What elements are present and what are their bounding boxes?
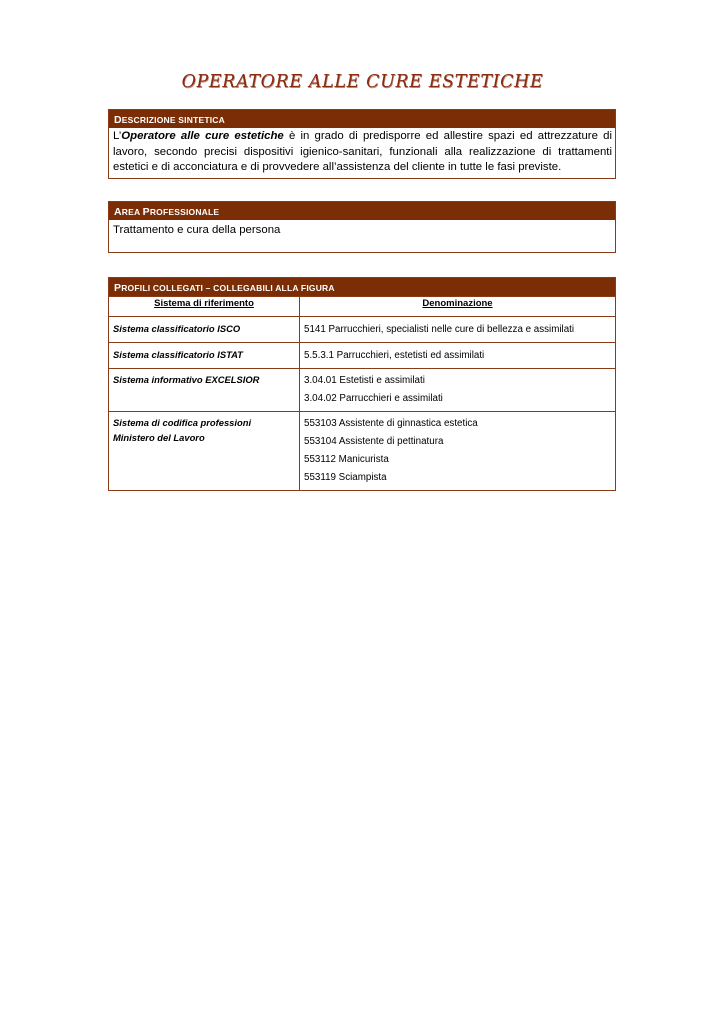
header-text: REA	[121, 207, 143, 217]
sistema-cell: Sistema informativo EXCELSIOR	[109, 369, 300, 412]
profili-header	[109, 278, 615, 296]
denominazione-item: 553103 Assistente di ginnastica estetica	[304, 418, 478, 429]
descrizione-text	[109, 128, 615, 178]
profili-table	[109, 296, 615, 490]
col-sistema-header: Sistema di riferimento	[109, 297, 300, 317]
table-row	[109, 343, 615, 369]
table-row	[109, 412, 615, 491]
descrizione-box	[108, 109, 616, 179]
denominazione-item: 3.04.01 Estetisti e assimilati	[304, 375, 425, 386]
page-title: OPERATORE ALLE CURE ESTETICHE	[181, 72, 544, 92]
area-value: Trattamento e cura della persona	[113, 224, 281, 236]
table-row	[109, 369, 615, 412]
denominazione-cell	[300, 317, 616, 343]
descrizione-prefix: L’	[113, 130, 122, 142]
header-text: ROFILI COLLEGATI – COLLEGABILI ALLA FIGURA	[121, 283, 335, 293]
descrizione-emphasis: Operatore alle cure estetiche	[121, 130, 284, 142]
header-initial: P	[114, 282, 122, 294]
header-text: ESCRIZIONE SINTETICA	[121, 115, 225, 125]
denominazione-item: 3.04.02 Parrucchieri e assimilati	[304, 393, 443, 404]
denominazione-item: 553104 Assistente di pettinatura	[304, 436, 444, 447]
table-row	[109, 317, 615, 343]
sistema-cell: Sistema classificatorio ISTAT	[109, 343, 300, 369]
area-box	[108, 201, 616, 253]
denominazione-cell	[300, 369, 616, 412]
sistema-cell: Sistema classificatorio ISCO	[109, 317, 300, 343]
profili-box	[108, 277, 616, 491]
denominazione-item: 5141 Parrucchieri, specialisti nelle cure di bellezza e assimilati	[304, 324, 575, 335]
col-denominazione-header: Denominazione	[300, 297, 616, 317]
sistema-cell: Sistema di codifica professioni Ministero del Lavoro	[109, 412, 300, 491]
denominazione-item: 553119 Sciampista	[304, 472, 387, 483]
denominazione-item: 5.5.3.1 Parrucchieri, estetisti ed assimilati	[304, 350, 485, 361]
descrizione-header	[109, 110, 615, 128]
header-initial: A	[114, 206, 122, 218]
area-header	[109, 202, 615, 220]
descrizione-body: è in grado di predisporre ed allestire spazi ed attrezzature di lavoro, secondo precisi dispositivi igienico-sanitari, funzionali alla realizzazione di trattamenti estetici e di acconciatura e di provvedere all’assistenza del cliente in tutte le fasi previste.	[113, 130, 612, 174]
denominazione-cell	[300, 343, 616, 369]
denominazione-item: 553112 Manicurista	[304, 454, 389, 465]
header-initial: P	[142, 206, 150, 218]
header-initial: D	[114, 114, 122, 126]
table-header-row	[109, 297, 615, 317]
denominazione-cell	[300, 412, 616, 491]
header-text: ROFESSIONALE	[149, 207, 220, 217]
